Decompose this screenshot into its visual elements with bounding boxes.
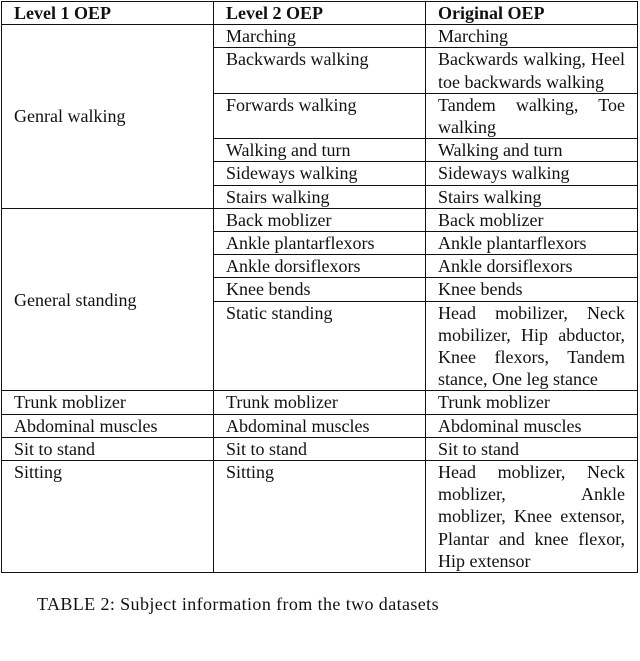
level1-cell: Sit to stand bbox=[2, 437, 214, 460]
level2-cell: Backwards walking bbox=[214, 48, 426, 93]
level2-cell: Sideways walking bbox=[214, 162, 426, 185]
original-cell: Tandem walking, Toe walking bbox=[426, 93, 638, 138]
level2-cell: Walking and turn bbox=[214, 139, 426, 162]
header-original: Original OEP bbox=[426, 2, 638, 25]
level1-cell: General standing bbox=[2, 208, 214, 391]
level2-cell: Forwards walking bbox=[214, 93, 426, 138]
level2-cell: Static standing bbox=[214, 301, 426, 391]
header-row bbox=[2, 2, 638, 25]
header-level1: Level 1 OEP bbox=[2, 2, 214, 25]
original-cell: Stairs walking bbox=[426, 185, 638, 208]
level1-cell: Trunk moblizer bbox=[2, 391, 214, 414]
level2-cell: Back moblizer bbox=[214, 208, 426, 231]
level2-cell: Ankle dorsiflexors bbox=[214, 255, 426, 278]
level2-cell: Stairs walking bbox=[214, 185, 426, 208]
table-row bbox=[2, 414, 638, 437]
level2-cell: Sitting bbox=[214, 461, 426, 573]
oep-table bbox=[1, 1, 638, 573]
original-cell: Walking and turn bbox=[426, 139, 638, 162]
table-row bbox=[2, 208, 638, 231]
original-cell: Trunk moblizer bbox=[426, 391, 638, 414]
level2-cell: Trunk moblizer bbox=[214, 391, 426, 414]
original-cell: Head moblizer, Neck moblizer, Ankle moblizer, Knee extensor, Plantar and knee flexor, Hip extensor bbox=[426, 461, 638, 573]
level2-cell: Abdominal muscles bbox=[214, 414, 426, 437]
original-cell: Sit to stand bbox=[426, 437, 638, 460]
original-cell: Ankle dorsiflexors bbox=[426, 255, 638, 278]
original-cell: Abdominal muscles bbox=[426, 414, 638, 437]
original-cell: Backwards walking, Heel toe backwards walking bbox=[426, 48, 638, 93]
level1-cell: Abdominal muscles bbox=[2, 414, 214, 437]
original-cell: Marching bbox=[426, 25, 638, 48]
level2-cell: Sit to stand bbox=[214, 437, 426, 460]
table-caption: TABLE 2: Subject information from the two datasets bbox=[37, 594, 439, 615]
level1-cell: Genral walking bbox=[2, 25, 214, 209]
level1-cell: Sitting bbox=[2, 461, 214, 573]
original-cell: Knee bends bbox=[426, 278, 638, 301]
table-row bbox=[2, 391, 638, 414]
table-row bbox=[2, 25, 638, 48]
table-row bbox=[2, 461, 638, 573]
level2-cell: Marching bbox=[214, 25, 426, 48]
original-cell: Sideways walking bbox=[426, 162, 638, 185]
header-level2: Level 2 OEP bbox=[214, 2, 426, 25]
original-cell: Head mobilizer, Neck mobilizer, Hip abductor, Knee flexors, Tandem stance, One leg stance bbox=[426, 301, 638, 391]
level2-cell: Knee bends bbox=[214, 278, 426, 301]
original-cell: Back moblizer bbox=[426, 208, 638, 231]
table-row bbox=[2, 437, 638, 460]
level2-cell: Ankle plantarflexors bbox=[214, 232, 426, 255]
original-cell: Ankle plantarflexors bbox=[426, 232, 638, 255]
